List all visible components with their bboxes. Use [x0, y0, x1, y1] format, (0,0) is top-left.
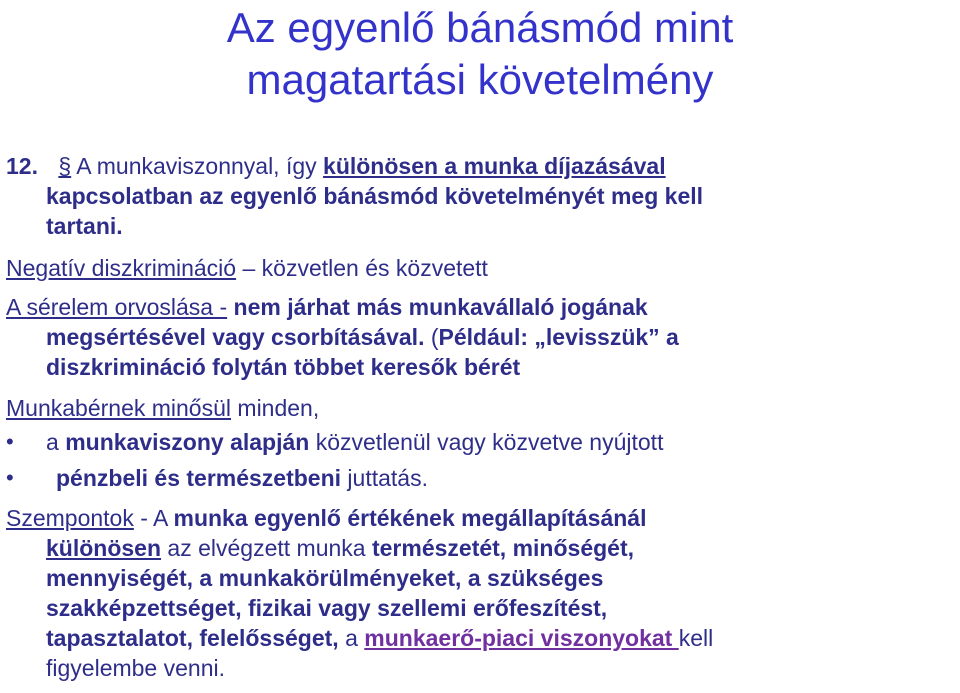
title-line-1: Az egyenlő bánásmód mint — [226, 4, 734, 51]
serelem-paren: ( — [424, 324, 439, 350]
slide-title — [0, 0, 960, 106]
section-12-text: A munkaviszonnyal, így — [71, 153, 324, 179]
bullet-1-rest: közvetlenül vagy közvetve nyújtott — [309, 429, 664, 455]
szempontok-line-4: szakképzettséget, fizikai vagy szellemi erőfeszítést, — [46, 595, 608, 621]
serelem-rest: nem járhat más munkavállaló jogának — [227, 294, 648, 320]
title-line-2: magatartási követelmény — [246, 56, 714, 103]
serelem-bold: megsértésével vagy csorbításával. — [46, 324, 425, 350]
kulonosen: különösen — [46, 535, 162, 561]
bullet-1-a: a — [46, 429, 66, 455]
section-12-emphasis: különösen a munka díjazásával — [323, 153, 666, 179]
szempontok-line-2-b: természetét, minőségét, — [371, 535, 634, 561]
serelem-line-3: diszkrimináció folytán többet keresők bérét — [46, 354, 521, 380]
bullet-2-rest: juttatás. — [341, 465, 428, 491]
serelem-term: A sérelem orvoslása - — [6, 294, 228, 320]
munkaber-bullet-2 — [56, 463, 428, 493]
szempontok-dash: - A — [133, 505, 174, 531]
szempontok-line-5-a: a — [338, 625, 365, 651]
negativ-diszkriminacio-line — [6, 253, 488, 283]
serelem-line-2 — [46, 322, 679, 352]
munkaber-line — [6, 393, 319, 423]
bullet-1: • — [6, 429, 14, 454]
section-12-line-2: kapcsolatban az egyenlő bánásmód követelményét meg kell — [46, 183, 704, 209]
szempontok-line-5-bold: tapasztalatot, felelősséget, — [46, 625, 339, 651]
section-12-line-1 — [6, 151, 666, 181]
szempontok-line-1 — [6, 503, 646, 533]
munkaber-term: Munkabérnek minősül — [6, 395, 232, 421]
munkaero-piaci-link[interactable]: munkaerő-piaci viszonyokat — [364, 625, 679, 651]
munkaber-bullet-1 — [46, 427, 663, 457]
szempontok-bold: munka egyenlő értékének megállapításánál — [173, 505, 647, 531]
bullet-2: • — [6, 465, 14, 490]
section-12-line-3: tartani. — [46, 213, 123, 239]
negativ-rest: – közvetlen és közvetett — [236, 255, 488, 281]
szempontok-line-2-a: az elvégzett munka — [161, 535, 372, 561]
szempontok-line-6: figyelembe venni. — [46, 655, 225, 681]
serelem-example: Például: „levisszük” a — [438, 324, 679, 350]
szempontok-line-2 — [46, 533, 634, 563]
munkaber-rest: minden, — [231, 395, 320, 421]
serelem-line-1 — [6, 292, 648, 322]
negativ-term: Negatív diszkrimináció — [6, 255, 237, 281]
szempontok-line-5 — [46, 623, 713, 653]
bullet-2-bold: pénzbeli és természetbeni — [56, 465, 342, 491]
section-number: 12. — [6, 153, 38, 179]
section-sign: § — [58, 153, 72, 179]
szempontok-term: Szempontok — [6, 505, 134, 531]
szempontok-line-3: mennyiségét, a munkakörülményeket, a szükséges — [46, 565, 604, 591]
bullet-1-bold: munkaviszony alapján — [65, 429, 310, 455]
szempontok-line-5-b: kell — [678, 625, 714, 651]
